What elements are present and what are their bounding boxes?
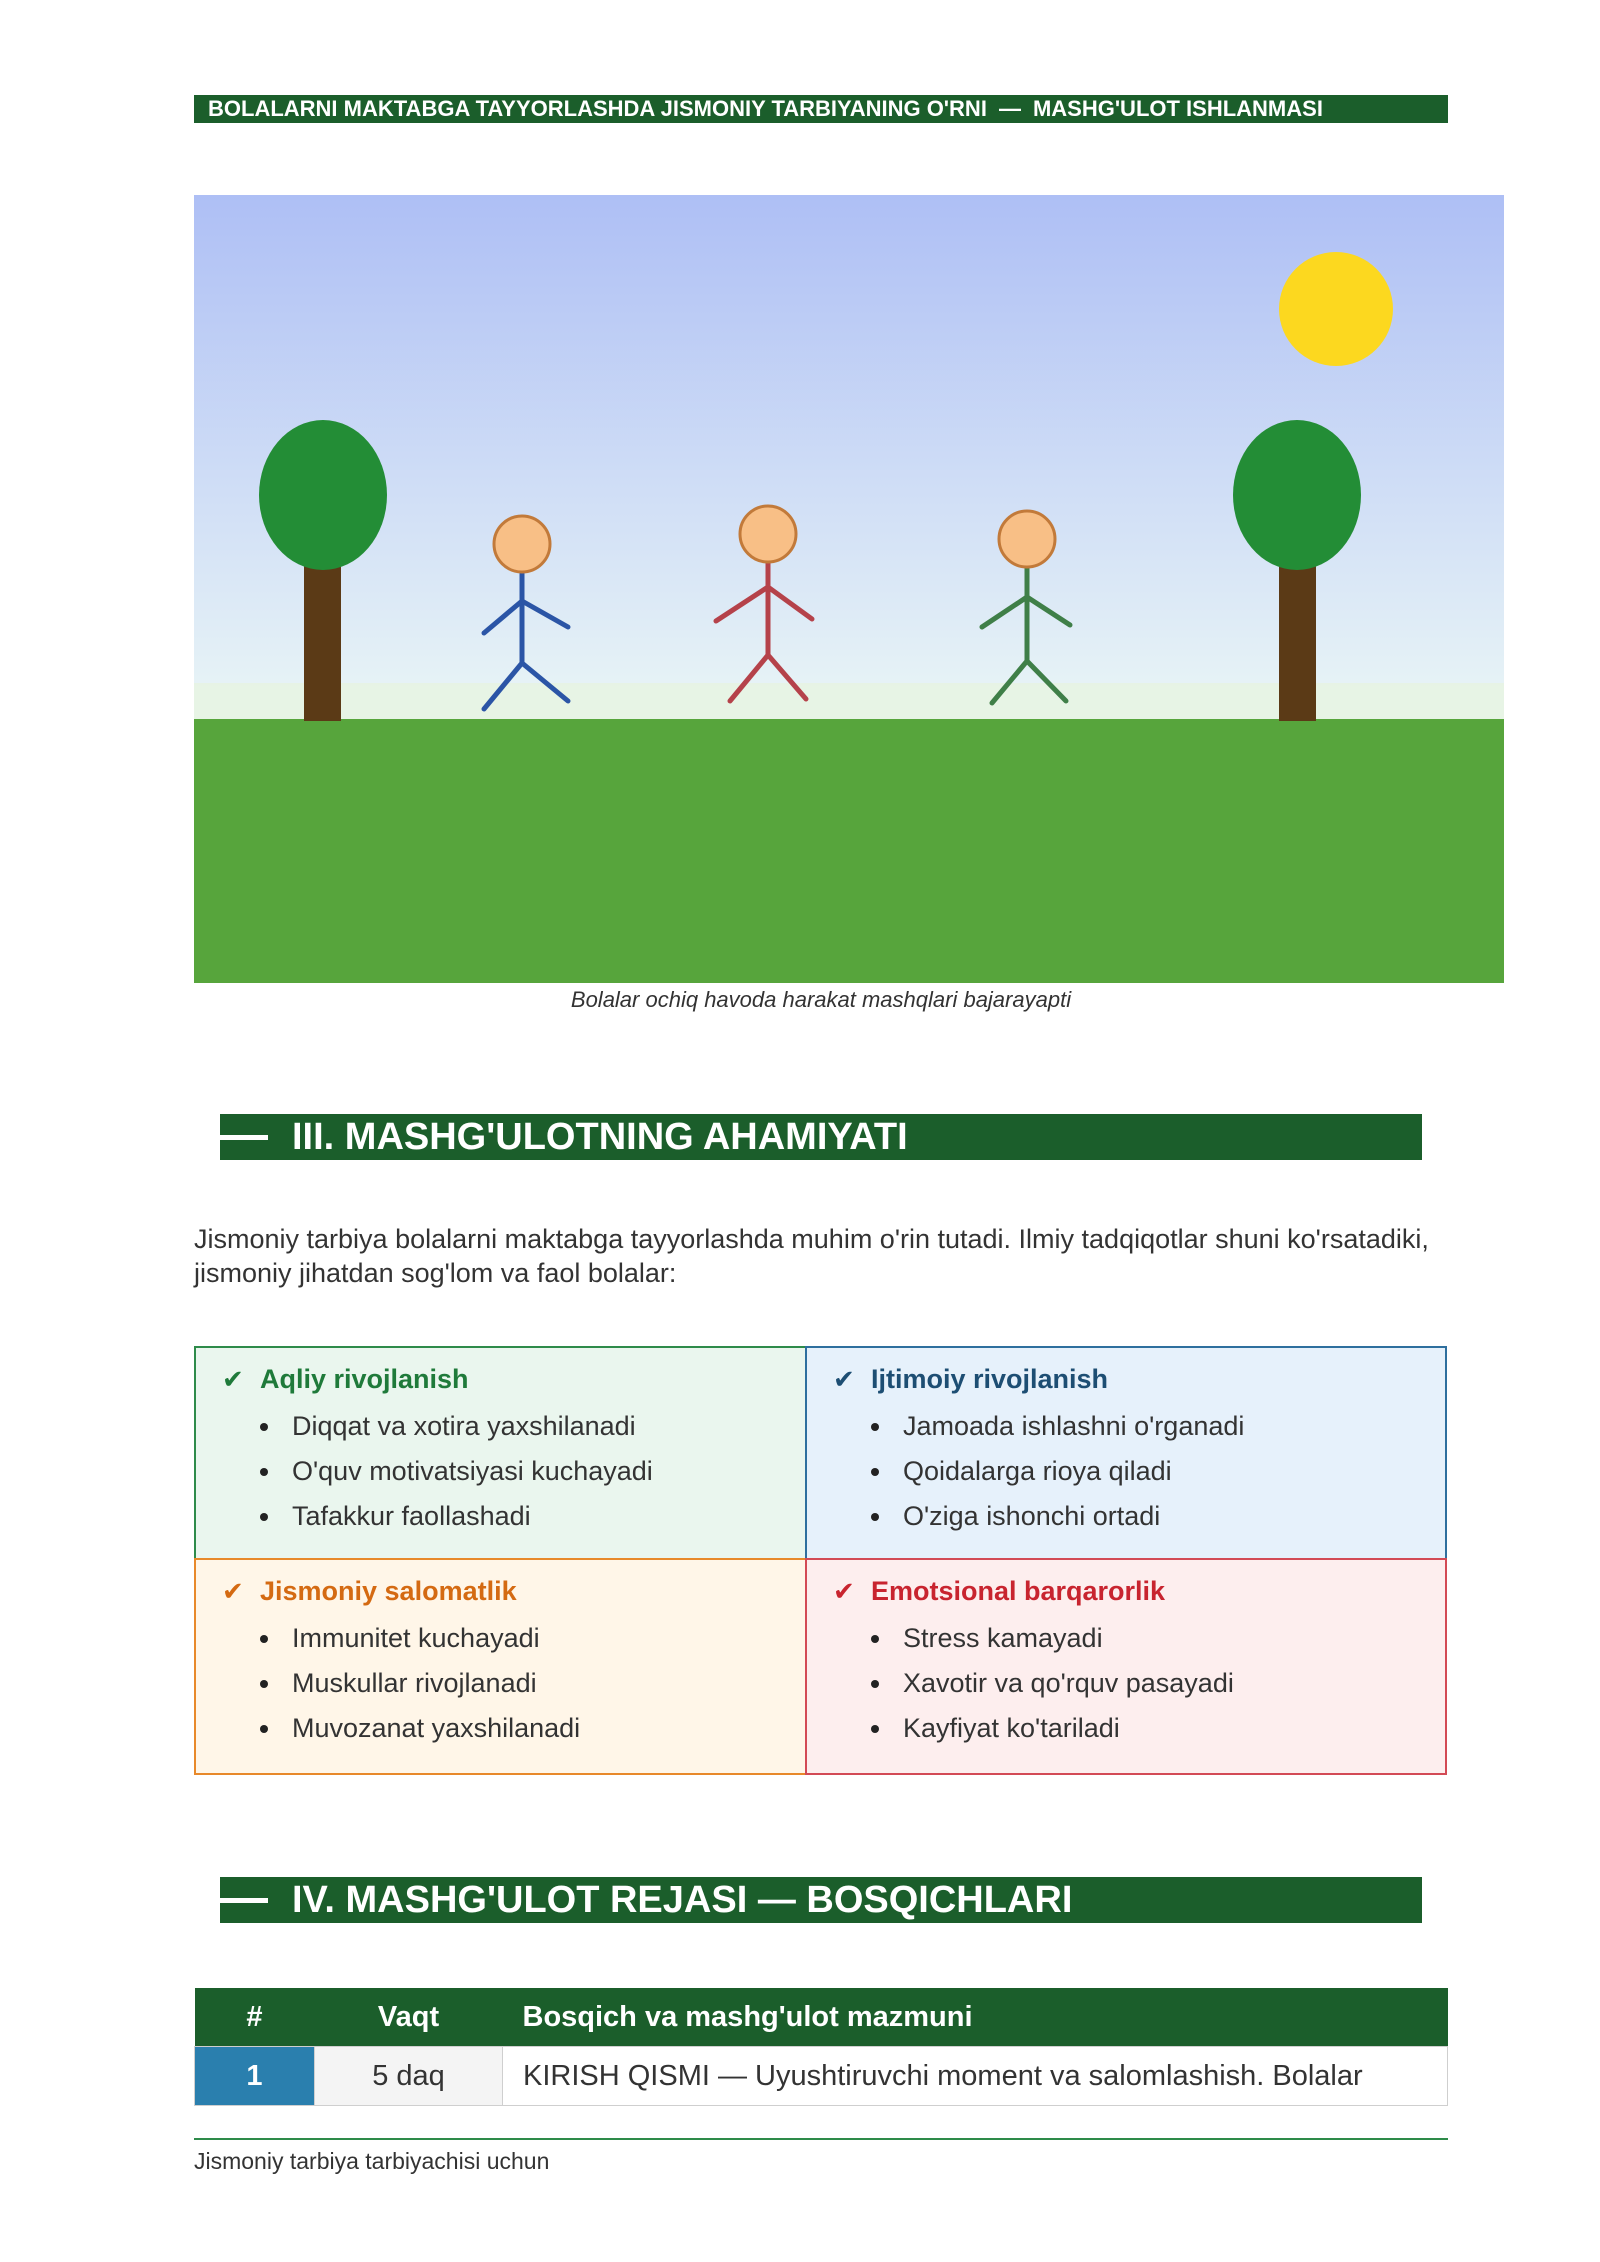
tree-trunk bbox=[1279, 561, 1316, 721]
check-icon: ✔ bbox=[833, 1576, 855, 1606]
step-number-cell: 1 bbox=[195, 2047, 315, 2106]
benefits-grid bbox=[194, 1346, 1447, 1775]
illustration-canvas bbox=[194, 195, 1504, 983]
heading-dash-decoration bbox=[220, 1135, 268, 1140]
running-header bbox=[194, 95, 1448, 123]
intro-paragraph: Jismoniy tarbiya bolalarni maktabga tayyorlashda muhim o'rin tutadi. Ilmiy tadqiqotlar shuni ko'rsatadiki, jismoniy jihatdan sog'lom va faol bolalar: bbox=[194, 1224, 1429, 1288]
benefit-card-title bbox=[833, 1362, 1445, 1396]
section-heading-plan bbox=[220, 1877, 1422, 1923]
tree-trunk bbox=[304, 561, 341, 721]
tree-crown bbox=[1233, 420, 1361, 570]
step-time-cell: 5 daq bbox=[315, 2047, 503, 2106]
table-row bbox=[195, 2047, 1448, 2106]
benefit-title-text: Emotsional barqarorlik bbox=[871, 1576, 1166, 1606]
section-heading-title: III. MASHG'ULOTNING AHAMIYATI bbox=[292, 1116, 908, 1158]
heading-dash-decoration bbox=[220, 1898, 268, 1903]
running-header-subtitle: MASHG'ULOT ISHLANMASI bbox=[1032, 96, 1323, 121]
check-icon: ✔ bbox=[222, 1576, 244, 1606]
footer-divider bbox=[194, 2138, 1448, 2140]
column-header-time: Vaqt bbox=[315, 1988, 503, 2047]
benefit-list-item: Qoidalarga rioya qiladi bbox=[903, 1449, 1445, 1494]
table-header-row bbox=[195, 1988, 1448, 2047]
column-header-number: # bbox=[195, 1988, 315, 2047]
grass-field bbox=[194, 719, 1504, 983]
benefit-list-item: Kayfiyat ko'tariladi bbox=[903, 1706, 1445, 1751]
step-content-cell: KIRISH QISMI — Uyushtiruvchi moment va salomlashish. Bolalar bbox=[503, 2047, 1448, 2106]
figure-caption: Bolalar ochiq havoda harakat mashqlari bajarayapti bbox=[570, 987, 1072, 1012]
benefit-list-item: O'ziga ishonchi ortadi bbox=[903, 1494, 1445, 1539]
benefit-list-item: O'quv motivatsiyasi kuchayadi bbox=[292, 1449, 805, 1494]
benefit-card-social bbox=[805, 1346, 1447, 1560]
sun bbox=[1279, 252, 1393, 366]
benefit-list-item: Immunitet kuchayadi bbox=[292, 1616, 805, 1661]
benefit-title-text: Aqliy rivojlanish bbox=[260, 1364, 469, 1394]
benefit-title-text: Ijtimoiy rivojlanish bbox=[871, 1364, 1109, 1394]
benefit-list-item: Muvozanat yaxshilanadi bbox=[292, 1706, 805, 1751]
benefit-list bbox=[833, 1404, 1445, 1539]
benefit-card-title bbox=[833, 1574, 1445, 1608]
tree-crown bbox=[259, 420, 387, 570]
section-heading-significance bbox=[220, 1114, 1422, 1160]
benefit-list bbox=[222, 1616, 805, 1751]
benefit-list-item: Muskullar rivojlanadi bbox=[292, 1661, 805, 1706]
benefit-list bbox=[833, 1616, 1445, 1751]
check-icon: ✔ bbox=[833, 1364, 855, 1394]
lesson-plan-table bbox=[194, 1988, 1448, 2106]
benefit-list-item: Tafakkur faollashadi bbox=[292, 1494, 805, 1539]
page-footer: Jismoniy tarbiya tarbiyachisi uchun bbox=[194, 2148, 550, 2174]
benefit-list-item: Xavotir va qo'rquv pasayadi bbox=[903, 1661, 1445, 1706]
benefit-list bbox=[222, 1404, 805, 1539]
running-header-title: BOLALARNI MAKTABGA TAYYORLASHDA JISMONIY TARBIYANING O'RNI bbox=[208, 96, 987, 121]
outdoor-exercise-illustration bbox=[194, 195, 1504, 983]
check-icon: ✔ bbox=[222, 1364, 244, 1394]
benefit-list-item: Diqqat va xotira yaxshilanadi bbox=[292, 1404, 805, 1449]
benefit-list-item: Jamoada ishlashni o'rganadi bbox=[903, 1404, 1445, 1449]
benefit-title-text: Jismoniy salomatlik bbox=[260, 1576, 517, 1606]
benefit-card-emotional bbox=[805, 1558, 1447, 1775]
benefit-card-title bbox=[222, 1362, 805, 1396]
benefit-card-physical bbox=[194, 1558, 807, 1775]
benefit-list-item: Stress kamayadi bbox=[903, 1616, 1445, 1661]
section-heading-title: IV. MASHG'ULOT REJASI — BOSQICHLARI bbox=[292, 1879, 1073, 1921]
benefit-card-mental bbox=[194, 1346, 807, 1560]
benefit-card-title bbox=[222, 1574, 805, 1608]
column-header-content: Bosqich va mashg'ulot mazmuni bbox=[503, 1988, 1448, 2047]
running-header-separator: — bbox=[998, 96, 1021, 121]
